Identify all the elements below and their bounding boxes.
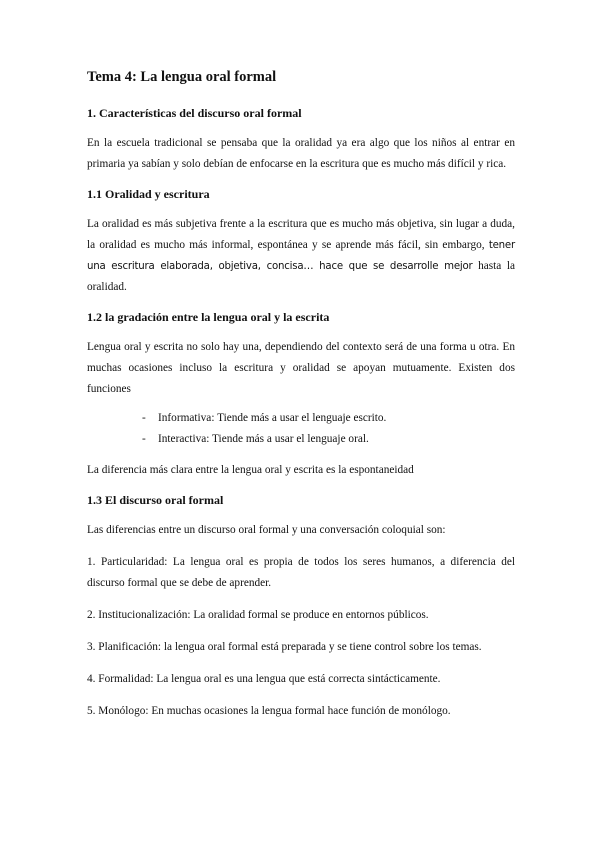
section-1-paragraph: En la escuela tradicional se pensaba que la oralidad ya era algo que los niños al entrar en primaria ya sabían y solo debían de enfocarse en la escritura que es mucho más difícil y rica. (87, 137, 515, 170)
numbered-point: 4. Formalidad: La lengua oral es una lengua que está correcta sintácticamente. (87, 673, 441, 685)
dash-bullet: - (142, 412, 146, 424)
numbered-point: 5. Monólogo: En muchas ocasiones la lengua formal hace función de monólogo. (87, 705, 451, 717)
section-1-3-heading: 1.3 El discurso oral formal (87, 493, 224, 507)
numbered-point: 3. Planificación: la lengua oral formal está preparada y se tiene control sobre los temas. (87, 641, 482, 653)
document-title: Tema 4: La lengua oral formal (87, 69, 277, 85)
list-item (87, 408, 515, 429)
section-1-2-heading: 1.2 la gradación entre la lengua oral y la escrita (87, 310, 330, 324)
dash-bullet: - (142, 433, 146, 445)
numbered-point: 1. Particularidad: La lengua oral es propia de todos los seres humanos, a diferencia del discurso formal que se debe de aprender. (87, 556, 515, 589)
section-1-2-paragraph: Lengua oral y escrita no solo hay una, dependiendo del contexto será de una forma u otra. En muchas ocasiones incluso la escritura y oralidad se apoyan mutuamente. Existen dos funciones (87, 341, 515, 395)
functions-list (87, 408, 515, 450)
section-1-heading: 1. Características del discurso oral formal (87, 106, 302, 120)
section-1-1-text-c: hasta la oralidad. (87, 260, 515, 293)
list-item (87, 429, 515, 450)
list-item-text: Informativa: Tiende más a usar el lenguaje escrito. (158, 412, 387, 424)
numbered-point: 2. Institucionalización: La oralidad formal se produce en entornos públicos. (87, 609, 429, 621)
section-1-2-conclusion: La diferencia más clara entre la lengua oral y escrita es la espontaneidad (87, 464, 414, 476)
section-1-1-paragraph (87, 214, 515, 298)
section-1-1-text-b: tener una escritura elaborada, objetiva, concisa… hace que se desarrolle mejor (87, 240, 515, 272)
list-item-text: Interactiva: Tiende más a usar el lenguaje oral. (158, 433, 369, 445)
section-1-3-intro: Las diferencias entre un discurso oral formal y una conversación coloquial son: (87, 524, 446, 536)
document-body (87, 68, 515, 733)
section-1-1-heading: 1.1 Oralidad y escritura (87, 187, 210, 201)
section-1-1-text-a: La oralidad es más subjetiva frente a la escritura que es mucho más objetiva, sin lugar a duda, la oralidad es mucho más informal, espontánea y se aprende más fácil, sin embargo, (87, 218, 515, 251)
